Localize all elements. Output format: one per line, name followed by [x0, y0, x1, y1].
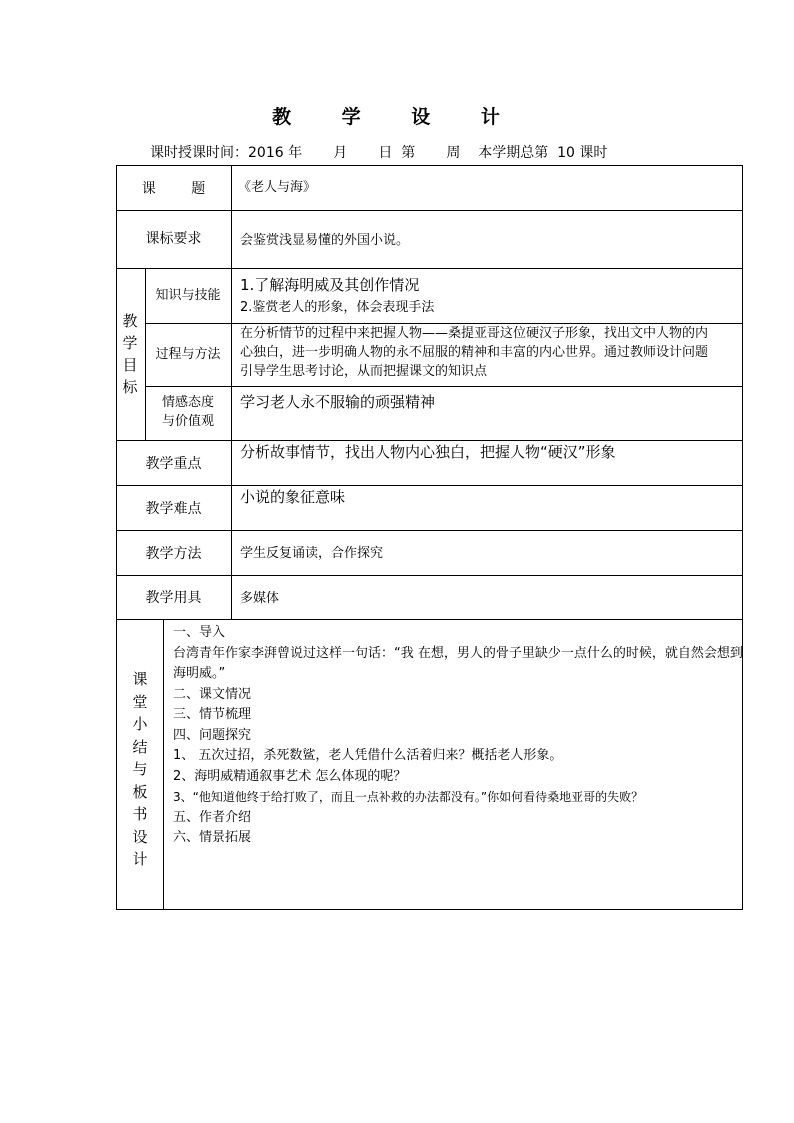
- row-divider: [116, 619, 743, 620]
- tools-value: 多媒体: [240, 591, 280, 606]
- notes-line: 2、海明威精通叙事艺术 怎么体现的呢？: [173, 768, 407, 784]
- topic-value: 《老人与海》: [238, 180, 317, 195]
- notes-line: 五、作者介绍: [173, 809, 252, 825]
- key-point-value: 分析故事情节，找出人物内心独白，把握人物“硬汉”形象: [240, 443, 616, 461]
- summary-label: [131, 668, 149, 871]
- emotion-label-1: 情感态度: [161, 395, 214, 410]
- process-line-2: 心独白，进一步明确人物的永不屈服的精神和丰富的内心世界。通过教师设计问题: [240, 345, 709, 360]
- row-divider: [116, 268, 743, 269]
- standard-value: 会鉴赏浅显易懂的外国小说。: [240, 233, 410, 248]
- notes-line: 四、问题探究: [173, 727, 252, 743]
- row-divider: [145, 386, 743, 387]
- row-divider: [116, 440, 743, 441]
- summary-label-text: 课堂小结与板书设计: [132, 670, 148, 868]
- topic-label: 课 题: [141, 181, 206, 197]
- method-value: 学生反复诵读，合作探究: [240, 546, 384, 561]
- lesson-time-line: 课时授课时间：2016 年 月 日 第 周 本学期总第 10 课时: [150, 145, 608, 161]
- notes-line: 三、情节梳理: [173, 707, 252, 722]
- row-divider: [145, 323, 743, 324]
- column-divider: [163, 619, 164, 910]
- board-notes: [173, 623, 743, 849]
- goals-label: [121, 310, 139, 398]
- knowledge-label: 知识与技能: [155, 288, 221, 303]
- row-divider: [116, 575, 743, 576]
- row-divider: [116, 530, 743, 531]
- page-title: 教 学 设 计: [272, 106, 522, 128]
- process-label: 过程与方法: [155, 347, 221, 362]
- notes-line: 一、导入: [173, 625, 226, 640]
- tools-label: 教学用具: [145, 590, 202, 606]
- process-line-3: 引导学生思考讨论，从而把握课文的知识点: [240, 364, 488, 379]
- key-point-label: 教学重点: [145, 456, 202, 472]
- method-label: 教学方法: [145, 546, 202, 562]
- goals-label-text: 教学目标: [122, 312, 138, 396]
- emotion-label-2: 与价值观: [161, 414, 214, 429]
- process-line-1: 在分析情节的过程中来把握人物——桑提亚哥这位硬汉子形象，找出文中人物的内: [240, 326, 709, 341]
- notes-line: 二、课文情况: [173, 686, 252, 702]
- column-divider: [231, 165, 232, 619]
- difficulty-label: 教学难点: [145, 501, 202, 517]
- notes-line: 3、“他知道他终于给打败了，而且一点补救的办法都没有。”你如何看待桑地亚哥的失败？: [173, 790, 644, 804]
- notes-line: 台湾青年作家李湃曾说过这样一句话：“我 在想，男人的骨子里缺少一点什么的时候，就自然会想到海明威。”: [173, 645, 743, 681]
- knowledge-line-2: 2.鉴赏老人的形象，体会表现手法: [240, 300, 435, 315]
- difficulty-value: 小说的象征意味: [240, 488, 346, 506]
- notes-line: 六、情景拓展: [173, 830, 252, 845]
- notes-line: 1、 五次过招，杀死数鲨，老人凭借什么活着归来？概括老人形象。: [173, 748, 563, 763]
- knowledge-line-1: 1.了解海明威及其创作情况: [240, 276, 420, 294]
- row-divider: [116, 485, 743, 486]
- standard-label: 课标要求: [145, 231, 202, 247]
- emotion-value: 学习老人永不服输的顽强精神: [240, 393, 436, 411]
- row-divider: [116, 210, 743, 211]
